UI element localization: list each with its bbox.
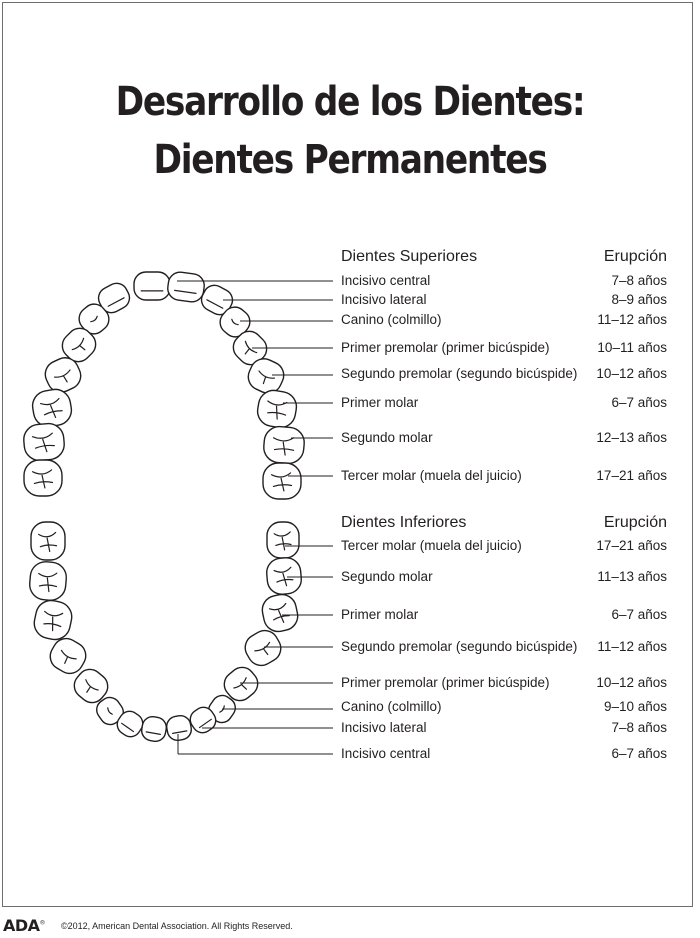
- title-line-2: Dientes Permanentes: [153, 137, 547, 183]
- tooth-name: Incisivo lateral: [341, 720, 427, 735]
- eruption-age: 9–10 años: [603, 699, 667, 714]
- upper-left-third-molar: [24, 460, 62, 496]
- ada-logo: ADA®: [3, 916, 46, 935]
- upper-eruption-heading: Erupción: [603, 248, 667, 265]
- lower-row-canine: [341, 699, 667, 719]
- tooth-name: Segundo molar: [341, 569, 433, 584]
- lower-row-first-premolar: [341, 675, 667, 695]
- eruption-age: 6–7 años: [611, 395, 667, 410]
- tooth-name: Primer premolar (primer bicúspide): [341, 675, 550, 690]
- eruption-age: 17–21 años: [596, 468, 667, 483]
- lower-left-third-molar: [31, 522, 65, 560]
- upper-row-lateral-incisor: [341, 292, 667, 312]
- lower-row-central-incisor: [341, 746, 667, 766]
- tooth-name: Segundo molar: [341, 430, 433, 445]
- tooth-outline: [165, 714, 193, 742]
- eruption-age: 11–13 años: [597, 569, 667, 584]
- tooth-name: Primer premolar (primer bicúspide): [341, 340, 550, 355]
- eruption-age: 6–7 años: [611, 746, 667, 761]
- upper-row-canine: [341, 312, 667, 332]
- upper-left-central-incisor: [134, 272, 170, 300]
- upper-row-first-molar: [341, 395, 667, 415]
- tooth-name: Segundo premolar (segundo bicúspide): [341, 639, 578, 654]
- upper-left-first-molar: [30, 387, 74, 429]
- upper-left-second-molar: [23, 422, 66, 461]
- lower-right-second-molar: [265, 557, 302, 596]
- tooth-name: Primer molar: [341, 607, 419, 622]
- lower-left-central-incisor: [140, 715, 168, 743]
- eruption-age: 8–9 años: [611, 292, 667, 307]
- eruption-age: 17–21 años: [596, 538, 667, 553]
- tooth-outline: [240, 626, 285, 671]
- upper-right-third-molar: [263, 463, 301, 499]
- lower-row-second-molar: [341, 569, 667, 589]
- eruption-age: 10–12 años: [596, 675, 667, 690]
- eruption-age: 12–13 años: [596, 430, 667, 445]
- upper-teeth-header: [341, 248, 667, 270]
- tooth-outline: [140, 715, 168, 743]
- tooth-name: Canino (colmillo): [341, 312, 442, 327]
- tooth-name: Segundo premolar (segundo bicúspide): [341, 366, 578, 381]
- lower-left-first-molar: [31, 598, 74, 643]
- tooth-name: Incisivo lateral: [341, 292, 427, 307]
- eruption-age: 6–7 años: [611, 607, 667, 622]
- lower-right-central-incisor: [165, 714, 193, 742]
- copyright-text: ©2012, American Dental Association. All Rights Reserved.: [61, 921, 293, 931]
- tooth-name: Incisivo central: [341, 273, 431, 288]
- eruption-age: 7–8 años: [611, 273, 667, 288]
- title-line-1: Desarrollo de los Dientes:: [115, 79, 585, 125]
- tooth-name: Tercer molar (muela del juicio): [341, 468, 522, 483]
- tooth-name: Canino (colmillo): [341, 699, 442, 714]
- upper-row-central-incisor: [341, 273, 667, 293]
- lower-right-third-molar: [267, 522, 299, 558]
- eruption-age: 11–12 años: [597, 312, 667, 327]
- upper-right-second-molar: [263, 425, 306, 464]
- tooth-name: Tercer molar (muela del juicio): [341, 538, 522, 553]
- lower-row-second-premolar: [341, 639, 667, 659]
- upper-right-central-incisor: [166, 271, 206, 304]
- upper-right-first-molar: [255, 388, 299, 430]
- lower-row-lateral-incisor: [341, 720, 667, 740]
- lower-teeth-header: [341, 514, 667, 536]
- lower-left-second-molar: [28, 561, 67, 602]
- upper-row-first-premolar: [341, 340, 667, 360]
- lower-right-first-molar: [260, 592, 301, 634]
- lower-row-first-molar: [341, 607, 667, 627]
- upper-row-second-molar: [341, 430, 667, 450]
- tooth-outline: [166, 271, 206, 304]
- lower-heading: Dientes Inferiores: [341, 514, 467, 531]
- eruption-age: 10–11 años: [597, 340, 667, 355]
- eruption-age: 11–12 años: [597, 639, 667, 654]
- tooth-outline: [134, 272, 170, 300]
- lower-eruption-heading: Erupción: [603, 514, 667, 531]
- lower-right-second-premolar: [240, 626, 285, 671]
- upper-heading: Dientes Superiores: [341, 248, 478, 265]
- lower-row-third-molar: [341, 538, 667, 558]
- eruption-age: 7–8 años: [611, 720, 667, 735]
- eruption-age: 10–12 años: [596, 366, 667, 381]
- upper-row-second-premolar: [341, 366, 667, 386]
- tooth-name: Primer molar: [341, 395, 419, 410]
- upper-row-third-molar: [341, 468, 667, 488]
- tooth-name: Incisivo central: [341, 746, 431, 761]
